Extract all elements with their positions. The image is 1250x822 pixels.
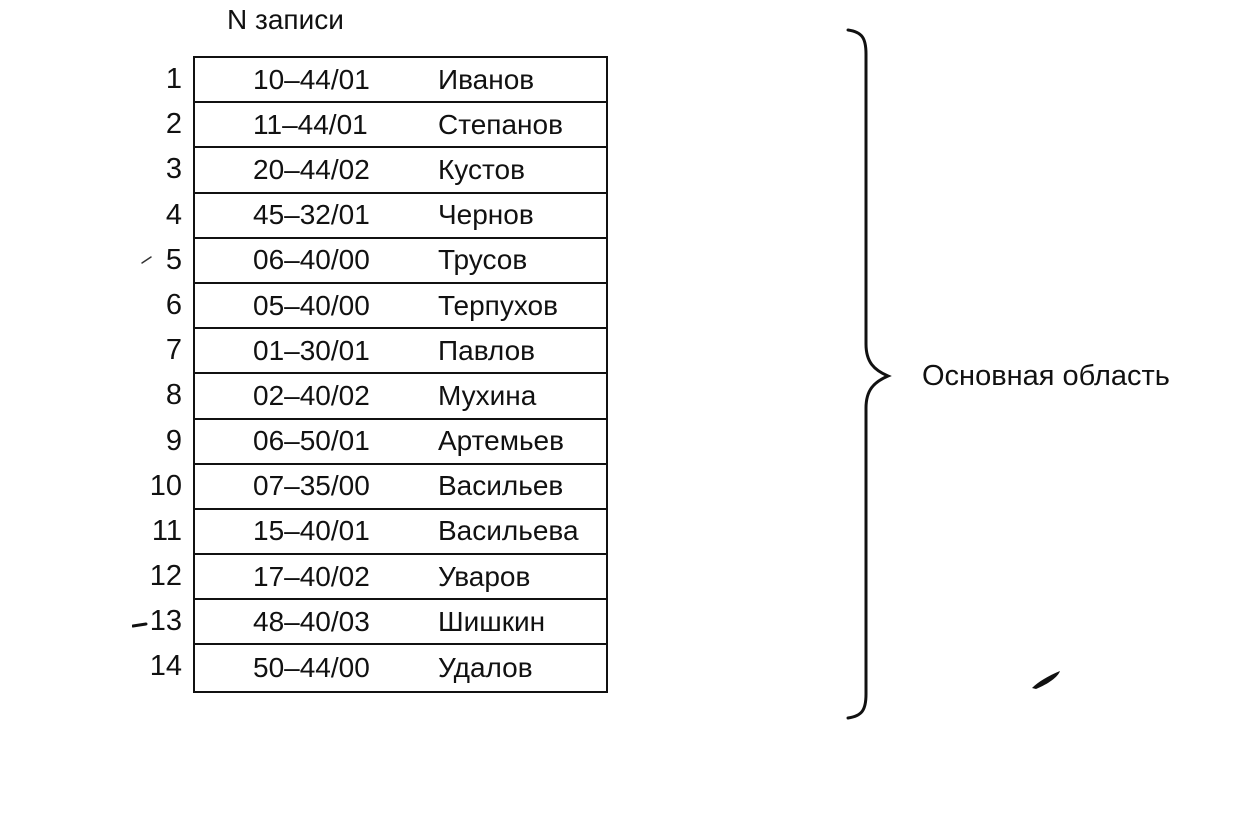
record-number: 14 xyxy=(149,650,182,683)
record-name: Артемьев xyxy=(438,425,564,457)
table-row xyxy=(195,239,606,284)
record-number-column xyxy=(120,57,182,690)
record-number: 11 xyxy=(151,514,182,547)
record-number: 2 xyxy=(165,108,182,141)
record-number: 5 xyxy=(165,243,182,276)
record-code: 50–44/00 xyxy=(253,652,370,684)
record-name: Васильев xyxy=(438,470,564,502)
table-row xyxy=(195,58,606,103)
record-name: Уваров xyxy=(438,560,531,592)
table-row xyxy=(195,555,606,600)
record-number: 4 xyxy=(165,198,182,231)
record-code: 15–40/01 xyxy=(253,515,370,547)
record-number: 1 xyxy=(165,63,182,95)
record-name: Павлов xyxy=(438,334,536,366)
record-code: 48–40/03 xyxy=(253,605,370,637)
record-number: 8 xyxy=(165,379,182,412)
table-row xyxy=(195,645,606,690)
table-row xyxy=(195,284,606,329)
record-code: 01–30/01 xyxy=(253,334,370,366)
record-code: 07–35/00 xyxy=(253,470,370,502)
main-area-label: Основная область xyxy=(922,360,1170,392)
record-code: 10–44/01 xyxy=(253,63,370,95)
record-code: 17–40/02 xyxy=(253,560,370,592)
record-name: Трусов xyxy=(438,244,528,276)
pencil-tick-mark xyxy=(132,620,148,630)
record-name: Кустов xyxy=(438,153,525,185)
record-number: 12 xyxy=(149,560,182,593)
table-row xyxy=(195,194,606,239)
table-row xyxy=(195,600,606,645)
record-code: 02–40/02 xyxy=(253,379,370,411)
record-name: Мухина xyxy=(438,379,537,411)
table-row xyxy=(195,374,606,419)
table-row xyxy=(195,420,606,465)
table-row xyxy=(195,148,606,193)
curly-brace-icon xyxy=(840,24,900,724)
table-row xyxy=(195,103,606,148)
table-row xyxy=(195,329,606,374)
record-name: Степанов xyxy=(438,108,563,140)
record-name: Шишкин xyxy=(438,605,546,637)
record-name: Терпухов xyxy=(438,289,558,321)
record-number-header: N записи xyxy=(227,4,344,35)
record-code: 45–32/01 xyxy=(253,199,370,231)
table-row xyxy=(195,465,606,510)
table-row xyxy=(195,510,606,555)
record-name: Удалов xyxy=(438,652,533,684)
record-name: Васильева xyxy=(438,515,579,547)
record-number: 3 xyxy=(165,153,182,186)
record-number: 7 xyxy=(165,334,182,367)
record-number: 13 xyxy=(149,605,182,638)
record-number: 6 xyxy=(165,288,182,321)
record-code: 06–40/00 xyxy=(253,244,370,276)
record-number: 9 xyxy=(165,424,182,457)
record-code: 06–50/01 xyxy=(253,425,370,457)
record-name: Иванов xyxy=(438,63,535,95)
record-code: 20–44/02 xyxy=(253,153,370,185)
record-number: 10 xyxy=(149,469,182,502)
record-name: Чернов xyxy=(438,199,534,231)
ink-smudge-mark xyxy=(1028,668,1064,692)
records-table xyxy=(193,56,608,693)
record-code: 05–40/00 xyxy=(253,289,370,321)
record-code: 11–44/01 xyxy=(253,108,368,140)
pencil-tick-mark xyxy=(140,254,154,266)
